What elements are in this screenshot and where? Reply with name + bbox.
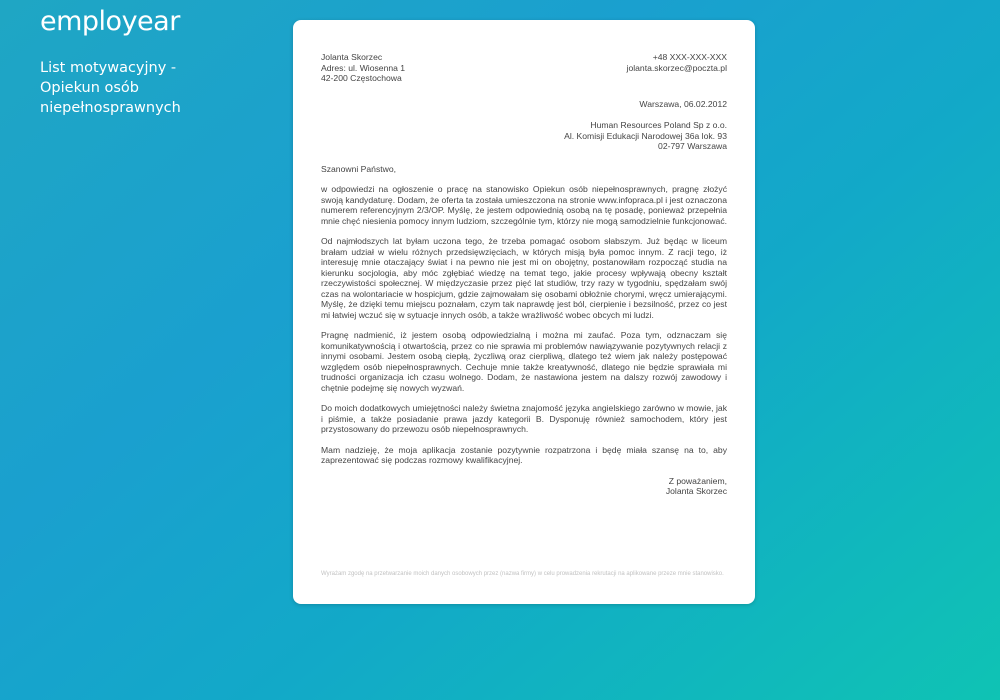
letter-page: [293, 20, 755, 604]
paragraph-5: Mam nadzieję, że moja aplikacja zostanie pozytywnie rozpatrzona i będę miała szansę na to, aby zaprezentować się podczas rozmowy kwalifikacyjnej.: [321, 444, 727, 465]
sender-address-block: [321, 52, 405, 84]
sender-email: jolanta.skorzec@poczta.pl: [626, 62, 727, 73]
closing-phrase: Z poważaniem,: [668, 475, 727, 486]
recipient-city: 02-797 Warszawa: [658, 141, 727, 151]
paragraph-3: Pragnę nadmienić, iż jestem osobą odpowiedzialną i można mi zaufać. Poza tym, odznaczam się komunikatywnością i otwartością, przez co nie sprawia mi problemów nawiązywanie pozytywnych relacji z innymi osobami. Jestem osobą ciepłą, życzliwą oraz cierpliwą, dlatego też wiem jak należy postępować względem osób niepełnosprawnych. Cechuje mnie także kreatywność, dlatego nie będzie sprawiała mi trudności organizacja ich czasu wolnego. Dodam, że nastawiona jestem na dalszy rozwój zawodowy i chętnie podejmę się nowych wyzwań.: [321, 330, 727, 393]
sender-name: Jolanta Skorzec: [321, 52, 383, 62]
sender-contact-block: [627, 52, 727, 84]
sender-city: 42-200 Częstochowa: [321, 73, 402, 83]
employear-logo[interactable]: employear: [40, 6, 180, 37]
letter-date: Warszawa, 06.02.2012: [639, 98, 727, 109]
paragraph-1: w odpowiedzi na ogłoszenie o pracę na stanowisko Opiekun osób niepełnosprawnych, pragnę złożyć swoją kandydaturę. Dodam, że oferta ta została umieszczona na stronie www.infopraca.pl i jest oznaczona numerem referencyjnym 2/3/OP. Myślę, że jestem odpowiednią osobą na tę posadę, ponieważ przepełnia mnie chęć niesienia pomocy innym ludziom, szczególnie tym, którzy nie mogą samodzielnie funkcjonować.: [321, 184, 728, 226]
sender-header: [321, 52, 727, 84]
sender-phone: +48 XXX-XXX-XXX: [652, 52, 727, 62]
paragraph-2: Od najmłodszych lat byłam uczona tego, że trzeba pomagać osobom słabszym. Już będąc w liceum brałam udział w wielu różnych przedsięwzięciach, w których misją była pomoc innym. Z racji tego, iż interesuję mnie otaczający świat i na pewno nie jest mi on obojętny, postanowiłam rozpocząć studia na kierunku socjologia, aby móc zgłębiać wiedzę na temat tego, jakie procesy wpływają obecny kształt rzeczywistości społecznej. W międzyczasie przez pięć lat studiów, trzy razy w tygodniu, spędzałam swój czas na wolontariacie w hospicjum, gdzie zajmowałam się osobami obłożnie chorymi, wręcz umierającymi. Myślę, że dzięki temu miejscu poznałam, czym tak naprawdę jest ból, cierpienie i bezsilność, przez co jest mi łatwiej wczuć się w sytuacje innych osób, a także wrażliwość wobec obcych mi ludzi.: [321, 236, 727, 320]
signature: Jolanta Skorzec: [665, 486, 727, 496]
recipient-street: Al. Komisji Edukacji Narodowej 36a lok. 93: [564, 130, 727, 141]
page-title: List motywacyjny - Opiekun osób niepełnosprawnych: [40, 60, 181, 116]
greeting: Szanowni Państwo,: [321, 163, 396, 174]
sender-address: Adres: ul. Wiosenna 1: [321, 62, 406, 73]
recipient-company: Human Resources Poland Sp z o.o.: [590, 120, 727, 130]
paragraph-4: Do moich dodatkowych umiejętności należy świetna znajomość języka angielskiego zarówno w mowie, jak i piśmie, a także posiadanie prawa jazdy kategorii B. Dysponuję również samochodem, który jest przystosowany do przewozu osób niepełnosprawnych.: [321, 403, 727, 434]
closing-block: [321, 476, 727, 497]
recipient-block: [321, 120, 727, 152]
consent-footnote: Wyrażam zgodę na przetwarzanie moich danych osobowych przez (nazwa firmy) w celu prowadzenia rekrutacji na aplikowane przeze mnie stanowisko.: [321, 571, 724, 577]
letter-body: [321, 52, 727, 497]
